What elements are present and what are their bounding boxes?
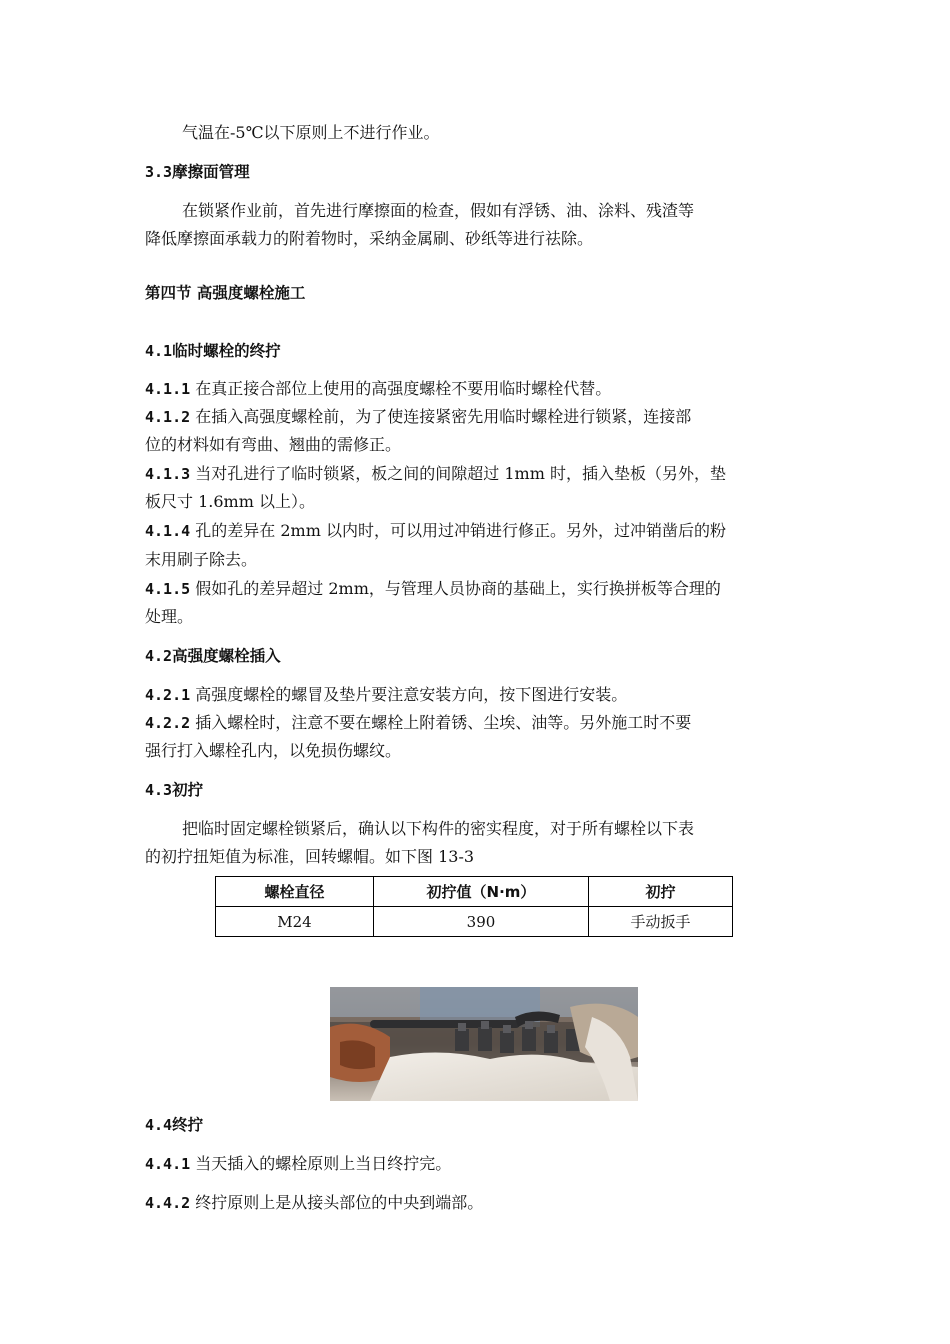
heading-4-4 [145, 1114, 810, 1136]
heading-text: 终拧 [172, 1116, 204, 1134]
item-4-2-1 [145, 684, 810, 706]
item-4-1-2-cont: 位的材料如有弯曲、翘曲的需修正。 [145, 435, 402, 454]
table-header-cell: 初拧值（N·m） [374, 877, 589, 907]
item-4-1-3-cont: 板尺寸 1.6mm 以上）。 [145, 492, 315, 511]
item-number: 4.2.2 [145, 714, 191, 732]
item-4-1-2 [145, 406, 810, 428]
item-number: 4.1.4 [145, 522, 191, 540]
heading-number: 4.4 [145, 1116, 173, 1134]
item-4-1-4 [145, 520, 810, 542]
item-text: 当天插入的螺栓原则上当日终拧完。 [195, 1154, 452, 1173]
paragraph-3-3-line-1: 在锁紧作业前，首先进行摩擦面的检查，假如有浮锈、油、涂料、残渣等 [182, 201, 695, 220]
item-4-1-5 [145, 578, 810, 600]
torque-table [215, 876, 733, 937]
heading-text: 初拧 [172, 781, 204, 799]
item-4-1-4-cont: 末用刷子除去。 [145, 550, 258, 569]
heading-text: 摩擦面管理 [172, 163, 250, 181]
table-cell: 390 [374, 907, 589, 937]
heading-4-1 [145, 340, 810, 362]
heading-4-3 [145, 779, 810, 801]
item-text: 插入螺栓时，注意不要在螺栓上附着锈、尘埃、油等。另外施工时不要 [195, 713, 692, 732]
item-number: 4.1.1 [145, 380, 191, 398]
item-number: 4.1.2 [145, 408, 191, 426]
heading-4-2 [145, 645, 810, 667]
item-4-4-2 [145, 1192, 810, 1214]
table-cell: M24 [216, 907, 374, 937]
paragraph-4-3-line-2: 的初拧扭矩值为标准，回转螺帽。如下图 13-3 [145, 847, 475, 866]
heading-text: 临时螺栓的终拧 [172, 342, 281, 360]
table-header-row [216, 877, 733, 907]
paragraph-temperature: 气温在-5℃以下原则上不进行作业。 [182, 123, 440, 142]
item-text: 终拧原则上是从接头部位的中央到端部。 [195, 1193, 484, 1212]
item-number: 4.1.5 [145, 580, 191, 598]
item-text: 在插入高强度螺栓前，为了使连接紧密先用临时螺栓进行锁紧，连接部 [195, 407, 692, 426]
table-header-cell: 初拧 [589, 877, 733, 907]
paragraph-3-3-line-2: 降低摩擦面承载力的附着物时，采纳金属刷、砂纸等进行祛除。 [145, 229, 594, 248]
heading-number: 4.2 [145, 647, 173, 665]
item-4-1-5-cont: 处理。 [145, 607, 194, 626]
item-text: 假如孔的差异超过 2mm，与管理人员协商的基础上，实行换拼板等合理的 [195, 579, 721, 598]
section-title: 第四节 高强度螺栓施工 [145, 284, 306, 302]
item-text: 孔的差异在 2mm 以内时，可以用过冲销进行修正。另外，过冲销凿后的粉 [195, 521, 726, 540]
item-text: 当对孔进行了临时锁紧，板之间的间隙超过 1mm 时，插入垫板（另外，垫 [195, 464, 726, 483]
item-number: 4.2.1 [145, 686, 191, 704]
heading-number: 4.3 [145, 781, 173, 799]
item-4-4-1 [145, 1153, 810, 1175]
item-4-2-2-cont: 强行打入螺栓孔内，以免损伤螺纹。 [145, 741, 402, 760]
item-number: 4.1.3 [145, 465, 191, 483]
heading-number: 3.3 [145, 163, 173, 181]
item-text: 在真正接合部位上使用的高强度螺栓不要用临时螺栓代替。 [195, 379, 612, 398]
item-4-1-3 [145, 463, 810, 485]
item-4-1-1 [145, 378, 810, 400]
photo-illustration [330, 987, 638, 1101]
table-row [216, 907, 733, 937]
paragraph-4-3-line-1: 把临时固定螺栓锁紧后，确认以下构件的密实程度，对于所有螺栓以下表 [182, 819, 695, 838]
table-cell: 手动扳手 [589, 907, 733, 937]
heading-text: 高强度螺栓插入 [172, 647, 281, 665]
item-text: 高强度螺栓的螺冒及垫片要注意安装方向，按下图进行安装。 [195, 685, 628, 704]
item-4-2-2 [145, 712, 810, 734]
heading-number: 4.1 [145, 342, 173, 360]
item-number: 4.4.1 [145, 1155, 191, 1173]
table-header-cell: 螺栓直径 [216, 877, 374, 907]
item-number: 4.4.2 [145, 1194, 191, 1212]
bolt-tightening-photo [330, 987, 638, 1101]
heading-3-3 [145, 161, 810, 183]
